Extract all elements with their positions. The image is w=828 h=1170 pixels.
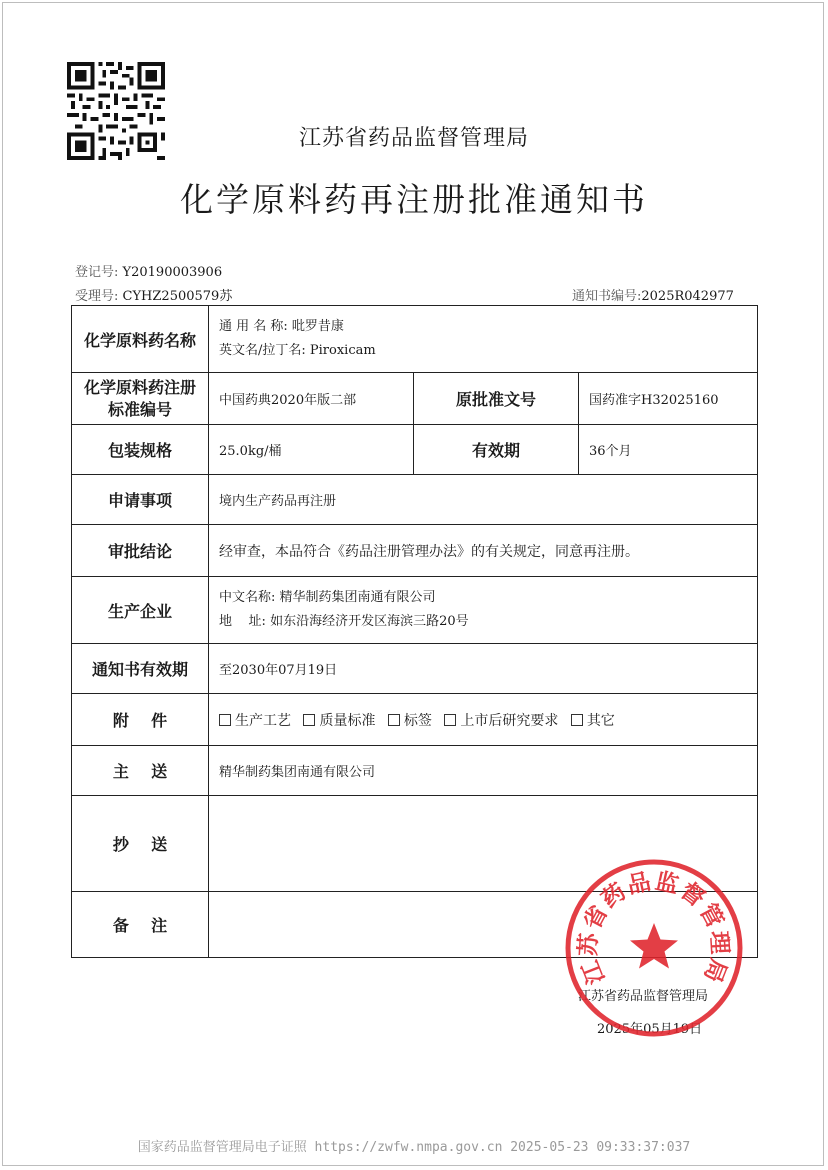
table-row	[72, 475, 758, 525]
application-label: 申请事项	[72, 475, 209, 525]
checkbox-icon[interactable]	[571, 714, 583, 726]
conclusion-value: 经审查，本品符合《药品注册管理办法》的有关规定，同意再注册。	[209, 525, 758, 577]
package-label: 包装规格	[72, 425, 209, 475]
standard-number-value: 中国药典2020年版二部	[209, 373, 414, 425]
generic-name-value: 吡罗昔康	[291, 319, 344, 334]
official-seal	[563, 857, 745, 1039]
registration-number-label: 登记号:	[75, 265, 119, 280]
manufacturer-label: 生产企业	[72, 577, 209, 644]
english-name-label: 英文名/拉丁名:	[219, 343, 306, 358]
checkbox-icon[interactable]	[388, 714, 400, 726]
acceptance-number-label: 受理号:	[75, 289, 119, 304]
table-row	[72, 694, 758, 746]
attachment-option-label: 其它	[586, 712, 615, 729]
notice-validity-label: 通知书有效期	[72, 644, 209, 694]
issuing-authority: 江苏省药品监督管理局	[298, 126, 529, 151]
notice-number-label: 通知书编号:	[572, 289, 642, 304]
notice-number	[572, 285, 734, 304]
checkbox-icon[interactable]	[444, 714, 456, 726]
attachment-options	[209, 694, 758, 746]
manufacturer-address-value: 如东沿海经济开发区海滨三路20号	[270, 614, 469, 629]
manufacturer-address-label: 地 址:	[219, 614, 266, 629]
drug-name-cell	[209, 306, 758, 373]
attachment-option-label: 生产工艺	[235, 712, 291, 729]
standard-number-label: 化学原料药注册标准编号	[72, 373, 209, 425]
cc-label: 抄 送	[72, 796, 209, 892]
document-title: 化学原料药再注册批准通知书	[180, 180, 648, 219]
validity-label: 有效期	[414, 425, 579, 475]
attachment-option[interactable]	[444, 713, 558, 729]
attachment-option[interactable]	[571, 713, 615, 729]
acceptance-number	[75, 285, 232, 304]
attachment-label: 附 件	[72, 694, 209, 746]
manufacturer-cn-value: 精华制药集团南通有限公司	[279, 590, 436, 605]
table-row	[72, 577, 758, 644]
notice-number-value: 2025R042977	[641, 289, 734, 304]
table-row	[72, 373, 758, 425]
application-value: 境内生产药品再注册	[209, 475, 758, 525]
checkbox-icon[interactable]	[219, 714, 231, 726]
generic-name-label: 通 用 名 称:	[219, 319, 288, 334]
manufacturer-cn-label: 中文名称:	[219, 590, 276, 605]
attachment-option-label: 标签	[403, 712, 432, 729]
generic-name-line	[219, 315, 757, 339]
footer-note: 国家药品监督管理局电子证照 https://zwfw.nmpa.gov.cn 2025-05-23 09:33:37:037	[137, 1140, 691, 1155]
english-name-value: Piroxicam	[309, 343, 376, 358]
approval-number-value: 国药准字H32025160	[579, 373, 758, 425]
attachment-option[interactable]	[303, 713, 375, 729]
notice-validity-value: 至2030年07月19日	[209, 644, 758, 694]
manufacturer-address-line	[219, 610, 757, 634]
attachment-option-label: 质量标准	[319, 712, 376, 729]
registration-number-value: Y20190003906	[122, 265, 223, 280]
manufacturer-cn-line	[219, 586, 757, 610]
signature-date: 2025年05月19日	[597, 1022, 703, 1037]
table-row	[72, 525, 758, 577]
table-row	[72, 746, 758, 796]
signature-org: 江苏省药品监督管理局	[578, 989, 709, 1004]
registration-number	[75, 261, 222, 280]
package-value: 25.0kg/桶	[209, 425, 414, 475]
approval-number-label: 原批准文号	[414, 373, 579, 425]
table-row	[72, 306, 758, 373]
send-label: 主 送	[72, 746, 209, 796]
checkbox-icon[interactable]	[303, 714, 315, 726]
conclusion-label: 审批结论	[72, 525, 209, 577]
validity-value: 36个月	[579, 425, 758, 475]
english-name-line	[219, 339, 757, 363]
attachment-option[interactable]	[219, 713, 291, 729]
send-value: 精华制药集团南通有限公司	[209, 746, 758, 796]
attachment-option[interactable]	[388, 713, 432, 729]
remark-label: 备 注	[72, 892, 209, 958]
table-row	[72, 425, 758, 475]
table-row	[72, 644, 758, 694]
star-icon	[630, 923, 678, 969]
drug-name-label: 化学原料药名称	[72, 306, 209, 373]
attachment-option-label: 上市后研究要求	[460, 712, 559, 729]
manufacturer-cell	[209, 577, 758, 644]
acceptance-number-value: CYHZ2500579苏	[122, 289, 233, 304]
svg-text:江苏省药品监督管理局: 江苏省药品监督管理局	[575, 868, 733, 988]
